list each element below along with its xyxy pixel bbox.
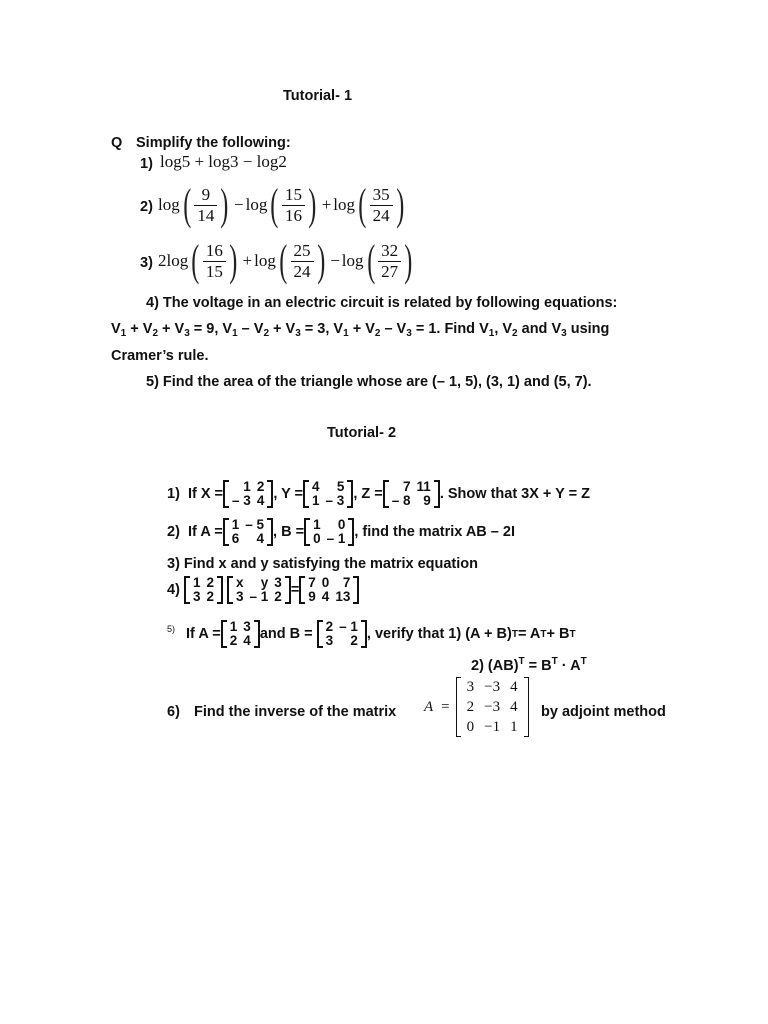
- matrix-cell: – 8: [391, 493, 411, 508]
- matrix-z: [383, 480, 440, 508]
- q4-number: 4): [167, 582, 180, 598]
- equals-sign: =: [290, 582, 300, 598]
- q5-dot: · A: [557, 658, 581, 674]
- item2-expression: [158, 180, 407, 229]
- fraction-group: ( $\frac{9}{14}$ ): [183, 180, 229, 229]
- fraction: [203, 241, 226, 282]
- q6-number: 6): [167, 704, 180, 720]
- matrix-b: [304, 518, 354, 546]
- item5-text: 5) Find the area of the triangle whose are (– 1, 5), (3, 1) and (5, 7).: [146, 374, 592, 390]
- matrix-cell: −3: [484, 699, 501, 715]
- matrix-cell: 2: [325, 619, 334, 634]
- operator: +: [242, 251, 253, 270]
- item2-number: 2): [140, 199, 153, 215]
- matrix-cell: 1: [312, 493, 320, 508]
- matrix-cell: 11: [416, 479, 431, 494]
- q5-part2: [471, 656, 587, 674]
- numerator: 16: [205, 240, 223, 260]
- transpose-mark: T: [518, 656, 525, 667]
- matrix-cell: 0: [337, 517, 346, 532]
- fraction: [291, 241, 314, 282]
- question-label: Q: [111, 135, 123, 151]
- matrix-cell: 7: [308, 575, 316, 590]
- matrix-cell: 1: [229, 619, 238, 634]
- numerator: 25: [293, 240, 311, 260]
- q6-tail: by adjoint method: [541, 704, 666, 720]
- matrix-cell: 2: [206, 589, 214, 604]
- transpose-mark: T: [580, 656, 587, 667]
- item3-number: 3): [140, 255, 153, 271]
- fraction: [282, 185, 305, 226]
- operator: −: [330, 251, 340, 270]
- log-term: log: [254, 251, 276, 270]
- denominator: 15: [203, 261, 226, 282]
- equals-sign: =: [441, 698, 450, 715]
- numerator: 35: [372, 184, 390, 204]
- q5-number: 5): [167, 624, 176, 634]
- matrix-cell: 9: [308, 589, 316, 604]
- matrix-cell: – 5: [245, 517, 265, 532]
- matrix-name: A: [424, 698, 434, 715]
- matrix-cell: 3: [466, 679, 475, 695]
- matrix-cell: 4: [510, 699, 518, 715]
- fraction-group: ( $\frac{25}{24}$ ): [279, 236, 325, 285]
- transpose-mark: T: [540, 628, 547, 640]
- log-term: log: [245, 195, 268, 214]
- q5-plus: + B: [546, 626, 570, 642]
- fraction-group: ( $\frac{32}{27}$ ): [366, 236, 413, 285]
- transpose-mark: T: [551, 656, 558, 667]
- matrix-cell: 3: [243, 619, 251, 634]
- t2-question2: [167, 518, 515, 546]
- matrix-cell: 0: [321, 575, 330, 590]
- denominator: 24: [370, 205, 393, 226]
- item4-equations: $V_1 + V_2 + V_3 = 9$, $V_1 - V_2 + V_3 = 3$, $V_1 + V_2 - V_3 = 1$. Find $V_1$, $V_2$ and $V_3$ using: [111, 321, 610, 339]
- matrix-cell: 7: [342, 575, 351, 590]
- fraction: [370, 185, 393, 226]
- matrix-cell: 1: [231, 517, 240, 532]
- matrix-cell: 2: [350, 633, 358, 648]
- q1-number: 1): [167, 486, 180, 502]
- matrix-cell: 1: [243, 479, 251, 494]
- matrix-a: [223, 518, 273, 546]
- matrix-cell: 4: [256, 493, 265, 508]
- t2-question3: 3) Find x and y satisfying the matrix equation: [167, 556, 478, 572]
- q1-y-label: , Y =: [273, 486, 304, 502]
- q2-if-a: If A =: [187, 524, 223, 540]
- q1-show-text: . Show that 3X + Y = Z: [439, 486, 590, 502]
- matrix-y: [303, 480, 353, 508]
- matrix-cell: 4: [256, 531, 265, 546]
- matrix-a: [456, 677, 529, 737]
- matrix-cell: – 3: [325, 493, 345, 508]
- matrix-cell: 3: [192, 589, 201, 604]
- matrix-cell: 4: [312, 479, 320, 494]
- matrix-cell: y: [260, 575, 269, 590]
- log-term: log: [158, 195, 180, 214]
- log-term: log: [333, 195, 356, 214]
- item1-expression: log5 + log3 − log2: [160, 152, 287, 171]
- fraction: [194, 185, 217, 226]
- matrix-cell: 4: [321, 589, 330, 604]
- matrix-cell: 2: [206, 575, 214, 590]
- q6-text: Find the inverse of the matrix: [194, 704, 397, 720]
- q5-if-a: If A =: [186, 626, 221, 642]
- matrix-cell: 3: [325, 633, 334, 648]
- matrix-cell: – 3: [232, 493, 251, 508]
- matrix-cell: 1: [192, 575, 201, 590]
- matrix-cell: 9: [423, 493, 431, 508]
- matrix-cell: 3: [236, 589, 244, 604]
- q5-and-b: and B =: [259, 626, 313, 642]
- denominator: 24: [291, 261, 314, 282]
- t2-question4: [167, 576, 359, 604]
- q5-second: 2) (AB): [471, 658, 519, 674]
- matrix-cell: 6: [231, 531, 240, 546]
- numerator: 15: [285, 184, 303, 204]
- numerator: 32: [381, 240, 399, 260]
- matrix-cell: 4: [243, 633, 251, 648]
- matrix-cell: 4: [510, 679, 518, 695]
- matrix-cell: 2: [466, 699, 475, 715]
- log-term: 2log: [158, 251, 189, 270]
- q5-rhs2: = B: [524, 658, 552, 674]
- item3-expression: [158, 236, 416, 285]
- tutorial2-title: Tutorial- 2: [327, 425, 397, 441]
- q1-z-label: , Z =: [353, 486, 383, 502]
- denominator: 27: [378, 261, 401, 282]
- tutorial1-title: Tutorial- 1: [283, 88, 353, 104]
- denominator: 16: [282, 205, 305, 226]
- fraction-group: ( $\frac{35}{24}$ ): [358, 180, 405, 229]
- question-text: Simplify the following:: [136, 135, 291, 151]
- q5-rhs1: = A: [517, 626, 541, 642]
- fraction: [378, 241, 401, 282]
- matrix-m1: [184, 576, 223, 604]
- matrix-cell: 3: [274, 575, 282, 590]
- matrix-x: [223, 480, 273, 508]
- operator: +: [321, 195, 332, 214]
- matrix-cell: – 1: [249, 589, 269, 604]
- fraction-group: ( $\frac{15}{16}$ ): [270, 180, 317, 229]
- matrix-cell: 2: [229, 633, 238, 648]
- t2-question5: [186, 620, 576, 648]
- item4-line3: Cramer’s rule.: [111, 348, 209, 364]
- matrix-a: [221, 620, 260, 648]
- q2-b-label: , B =: [273, 524, 305, 540]
- matrix-cell: 13: [335, 589, 351, 604]
- matrix-m2: [227, 576, 291, 604]
- transpose-mark: T: [569, 628, 576, 640]
- numerator: 9: [201, 184, 211, 204]
- matrix-cell: −3: [484, 679, 501, 695]
- matrix-cell: 5: [336, 479, 345, 494]
- fraction-group: ( $\frac{16}{15}$ ): [191, 236, 238, 285]
- matrix-cell: 2: [256, 479, 265, 494]
- item4-line1: 4) The voltage in an electric circuit is related by following equations:: [146, 295, 618, 311]
- matrix-b: [317, 620, 367, 648]
- matrix-cell: 0: [313, 531, 321, 546]
- matrix-cell: 2: [274, 589, 282, 604]
- matrix-cell: 0: [466, 719, 475, 735]
- q1-if-x: If X =: [187, 486, 224, 502]
- q6-matrix-expression: [424, 677, 529, 737]
- q2-number: 2): [167, 524, 180, 540]
- matrix-cell: – 1: [326, 531, 346, 546]
- matrix-cell: 7: [403, 479, 411, 494]
- transpose-mark: T: [511, 628, 518, 640]
- t2-question1: [167, 480, 590, 508]
- matrix-cell: 1: [510, 719, 518, 735]
- matrix-cell: x: [236, 575, 244, 590]
- denominator: 14: [194, 205, 217, 226]
- log-term: log: [341, 251, 364, 270]
- matrix-m3: [299, 576, 359, 604]
- q2-tail: , find the matrix AB – 2I: [354, 524, 515, 540]
- operator: −: [234, 195, 244, 214]
- matrix-cell: – 1: [339, 619, 358, 634]
- matrix-cell: −1: [484, 719, 501, 735]
- q5-verify: , verify that 1) (A + B): [366, 626, 512, 642]
- item1-number: 1): [140, 156, 153, 172]
- matrix-cell: 1: [313, 517, 321, 532]
